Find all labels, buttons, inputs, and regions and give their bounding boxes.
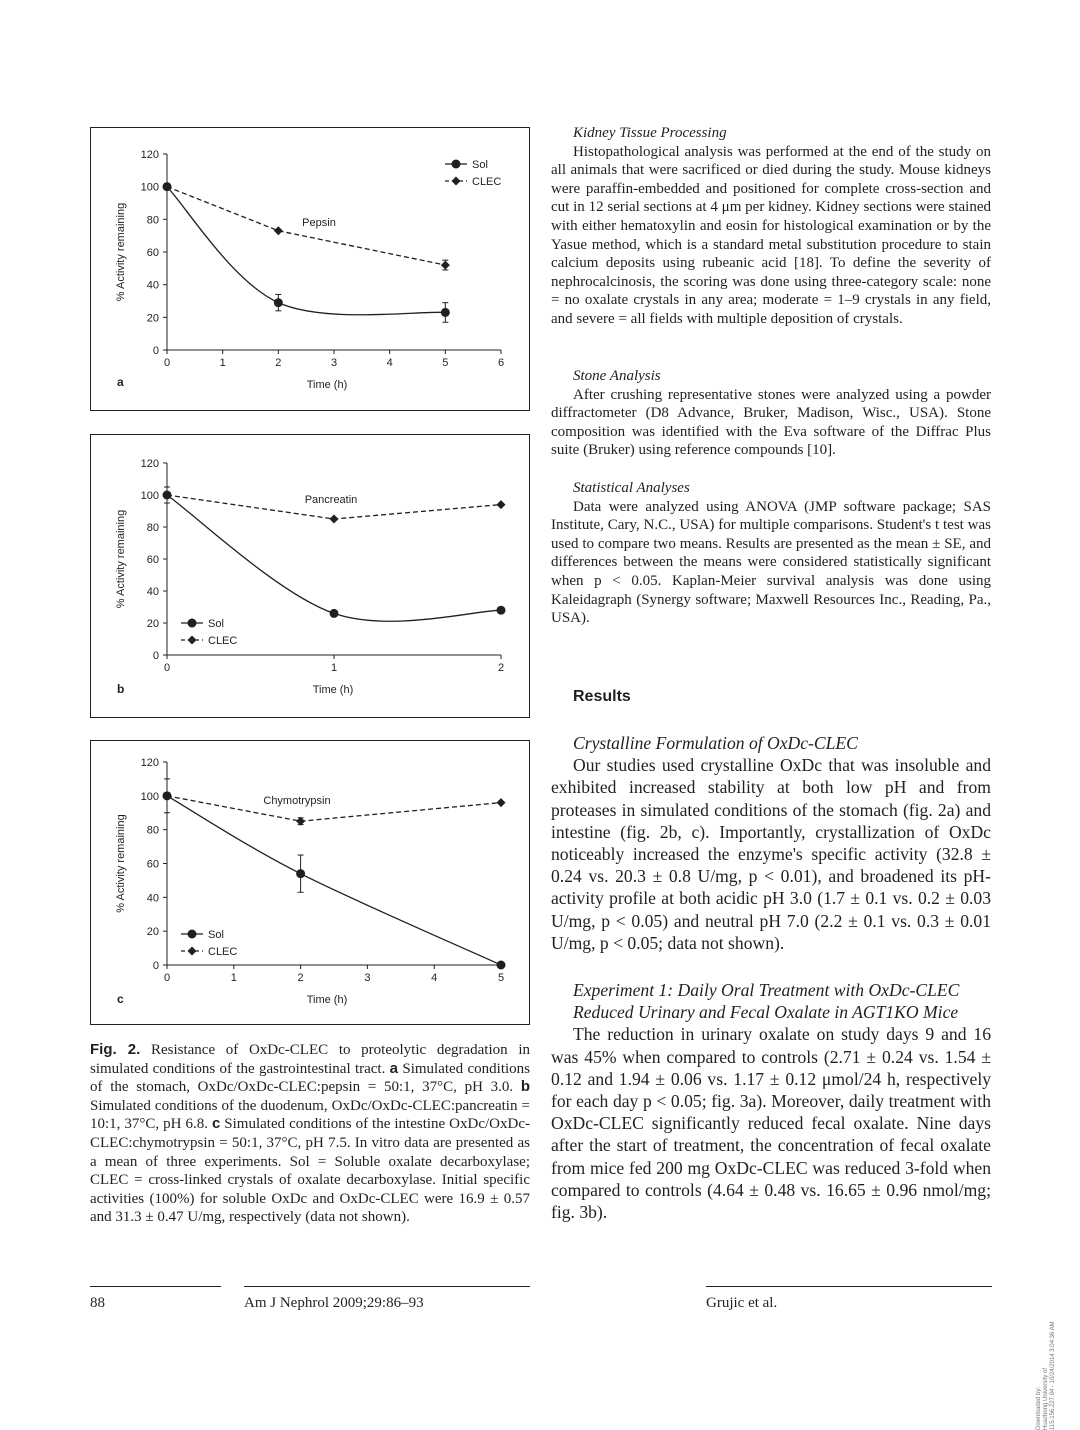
caption-a-text: Simulated conditions of the stomach, OxDc/OxDc-CLEC:pepsin = 50:1, 37°C, pH 3.0. [90, 1060, 531, 1096]
x-tick-label: 2 [297, 972, 304, 984]
caption-label: Fig. 2. [90, 1041, 141, 1058]
data-point-sol [497, 961, 506, 970]
y-tick-label: 80 [146, 522, 159, 534]
journal-citation: Am J Nephrol 2009;29:86–93 [244, 1295, 424, 1311]
series-line-sol [167, 187, 445, 315]
caption-a-label: a [389, 1059, 399, 1077]
x-tick-label: 0 [163, 357, 171, 369]
stone-section [551, 367, 991, 460]
enzyme-annotation: Chymotrypsin [263, 795, 331, 807]
data-point-clec [330, 515, 339, 524]
legend-marker-clec [188, 947, 197, 956]
y-axis-label: % Activity remaining [115, 814, 127, 913]
panel-label: b [117, 682, 125, 696]
data-point-clec [497, 798, 506, 807]
caption-c-label: c [211, 1115, 221, 1133]
y-tick-label: 40 [146, 892, 159, 905]
stats-body: Data were analyzed using ANOVA (JMP software package; SAS Institute, Cary, N.C., USA) for multiple comparisons. Student's t test was used to compare two means. Results are presented as the mean ± SE, and differences between the means were considered statistically significant when p < 0.05. Kaplan-Meier survival analysis was done using Kaleidagraph (Synergy software; Maxwell Resources Inc., Reading, Pa., USA). [551, 498, 991, 627]
x-tick-label: 1 [219, 357, 226, 369]
x-axis-label: Time (h) [312, 684, 354, 696]
x-tick-label: 0 [163, 662, 171, 674]
x-tick-label: 6 [497, 357, 505, 369]
chart-c [91, 741, 529, 1024]
figure-panel-c [90, 740, 530, 1025]
kidney-heading: Kidney Tissue Processing [573, 125, 727, 141]
x-tick-label: 3 [330, 357, 338, 369]
legend-marker-clec [188, 636, 197, 645]
x-tick-label: 4 [431, 972, 438, 984]
figure-panel-b [90, 434, 530, 718]
x-tick-label: 0 [163, 972, 171, 984]
kidney-section [551, 124, 991, 329]
legend-label-sol: Sol [208, 618, 224, 630]
y-tick-label: 100 [140, 181, 159, 194]
data-point-clec [441, 261, 450, 270]
footer-rule-middle [244, 1286, 530, 1287]
caption-b-label: b [520, 1078, 530, 1096]
download-watermark [1036, 1321, 1056, 1430]
y-tick-label: 80 [146, 824, 159, 837]
kidney-body: Histopathological analysis was performed at the end of the study on all animals that were sacrificed or died during the study. Mouse kidneys were paraffin-embedded and positioned for complete cross-section and cut in 12 serial sections at 4 μm per kidney. Kidney sections were stained with either hematoxylin and eosin for histological examination or by the Yasue method, which is a standard metal substitution procedure to stain calcium deposits using rubeanic acid [18]. To define the severity of nephrocalcinosis, the scoring was done using three-category scale: none = no oxalate crystals in any area; moderate = 1–9 crystals in any field, and severe = all fields with multiple deposition of crystals. [551, 143, 991, 327]
results-sub1-body: Our studies used crystalline OxDc that was insoluble and exhibited increased stability at both low pH and from proteases in simulated conditions of the stomach (fig. 2a) and intestine (fig. 2b, c). Importantly, crystallization of OxDc noticeably increased the enzyme's specific activity (32.8 ± 0.24 vs. 20.3 ± 0.8 U/mg, p < 0.01), and broadened its pH-activity profile at both acidic pH 3.0 (1.7 ± 0.1 vs. 0.2 ± 0.03 U/mg, p < 0.05) and neutral pH 7.0 (2.2 ± 0.1 vs. 0.3 ± 0.01 U/mg, p < 0.05; data not shown). [551, 755, 991, 953]
y-tick-label: 60 [146, 554, 159, 566]
data-point-sol [441, 308, 450, 317]
x-tick-label: 5 [497, 972, 505, 984]
results-sub2 [551, 979, 991, 1223]
data-point-sol [330, 609, 339, 618]
legend-label-sol: Sol [208, 929, 224, 941]
y-tick-label: 0 [152, 650, 159, 662]
chart-b [91, 435, 529, 717]
data-point-clec [497, 500, 506, 509]
x-tick-label: 1 [330, 662, 338, 674]
legend-marker-sol [188, 619, 197, 628]
data-point-clec [296, 817, 305, 826]
y-tick-label: 120 [140, 458, 159, 470]
y-tick-label: 120 [140, 757, 159, 769]
y-tick-label: 20 [146, 926, 159, 939]
y-tick-label: 20 [146, 618, 159, 630]
legend-label-sol: Sol [472, 159, 488, 171]
legend-label-clec: CLEC [472, 176, 502, 188]
y-tick-label: 120 [140, 149, 159, 161]
legend-label-clec: CLEC [208, 946, 238, 958]
x-tick-label: 5 [442, 357, 449, 369]
x-axis-label: Time (h) [306, 379, 348, 391]
x-axis-label: Time (h) [306, 994, 348, 1006]
y-tick-label: 60 [146, 858, 159, 871]
y-tick-label: 80 [146, 214, 159, 227]
figure-panel-a [90, 127, 530, 411]
legend-marker-clec [452, 177, 461, 186]
y-axis-label: % Activity remaining [115, 202, 127, 302]
caption-intro: Resistance of OxDc-CLEC to proteolytic degradation in simulated conditions of the gastrointestinal tract. [90, 1042, 530, 1077]
enzyme-annotation: Pepsin [302, 217, 336, 229]
running-authors: Grujic et al. [706, 1295, 778, 1311]
y-tick-label: 0 [152, 345, 159, 357]
data-point-sol [274, 298, 283, 307]
x-tick-label: 4 [386, 357, 393, 369]
stats-heading: Statistical Analyses [573, 480, 690, 496]
download-note: Downloaded by: Huazhong University of 115.156.227.94 - 10/24/2014 3:04:36 AM [1036, 1321, 1056, 1430]
results-sub2-body: The reduction in urinary oxalate on study days 9 and 16 was 45% when compared to controls (2.71 ± 0.24 vs. 1.54 ± 0.12 and 1.94 ± 0.06 vs. 1.17 ± 0.12 μmol/24 h, respectively for each day p < 0.05; fig. 3a). Moreover, daily treatment with OxDc-CLEC significantly reduced fecal oxalate. Nine days after the start of treatment, the concentration of fecal oxalate from mice fed 200 mg OxDc-CLEC was reduced 3-fold when compared to controls (4.64 ± 0.48 vs. 16.65 ± 0.96 nmol/mg; fig. 3b). [551, 1024, 991, 1223]
x-tick-label: 1 [230, 972, 237, 984]
y-tick-label: 60 [146, 247, 159, 259]
y-tick-label: 20 [146, 312, 159, 325]
x-tick-label: 2 [275, 357, 282, 369]
chart-a [91, 128, 529, 410]
footer-rule-left [90, 1286, 221, 1287]
stone-heading: Stone Analysis [573, 368, 661, 384]
results-sub1 [551, 732, 991, 954]
y-tick-label: 100 [140, 490, 159, 502]
data-point-sol [296, 869, 305, 878]
legend-marker-sol [188, 930, 197, 939]
results-sub1-heading: Crystalline Formulation of OxDc-CLEC [573, 733, 858, 753]
page-number: 88 [90, 1295, 105, 1311]
y-tick-label: 100 [140, 790, 159, 803]
y-tick-label: 0 [152, 960, 159, 972]
x-tick-label: 2 [497, 662, 505, 674]
results-sub2-heading: Experiment 1: Daily Oral Treatment with OxDc-CLEC Reduced Urinary and Fecal Oxalate in AGT1KO Mice [573, 980, 960, 1023]
y-axis-label: % Activity remaining [115, 509, 127, 609]
stats-section [551, 479, 991, 628]
y-tick-label: 40 [146, 279, 159, 292]
data-point-clec [274, 226, 283, 235]
results-heading: Results [573, 688, 631, 705]
legend-label-clec: CLEC [208, 635, 238, 647]
figure-caption [90, 1041, 530, 1227]
data-point-sol [497, 606, 506, 615]
caption-b-text: Simulated conditions of the duodenum, OxDc/OxDc-CLEC:pancreatin = 10:1, 37°C, pH 6.8. [90, 1097, 530, 1133]
enzyme-annotation: Pancreatin [304, 494, 358, 506]
caption-c-text: Simulated conditions of the intestine OxDc/OxDc-CLEC:chymotrypsin = 50:1, 37°C, pH 7.5. In vitro data are presented as a mean of three experiments. Sol = Soluble oxalate decarboxylase; CLEC = cross-linked crystals of oxalate decarboxylase. Initial specific activities (100%) for soluble OxDc and OxDc-CLEC were 16.9 ± 0.57 and 31.3 ± 0.47 U/mg, respectively (data not shown). [90, 1116, 530, 1226]
legend-marker-sol [452, 160, 461, 169]
panel-label: a [117, 375, 124, 389]
y-tick-label: 40 [146, 586, 159, 598]
series-line-sol [167, 495, 501, 621]
x-tick-label: 3 [364, 972, 371, 984]
panel-label: c [117, 992, 124, 1006]
stone-body: After crushing representative stones were analyzed using a powder diffractometer (D8 Advance, Bruker, Madison, Wisc., USA). Stone composition was identified with the Eva software of the Diffrac Plus suite (Bruker) using reference compounds [10]. [551, 386, 991, 459]
footer-rule-right [706, 1286, 992, 1287]
series-line-clec [167, 796, 501, 821]
